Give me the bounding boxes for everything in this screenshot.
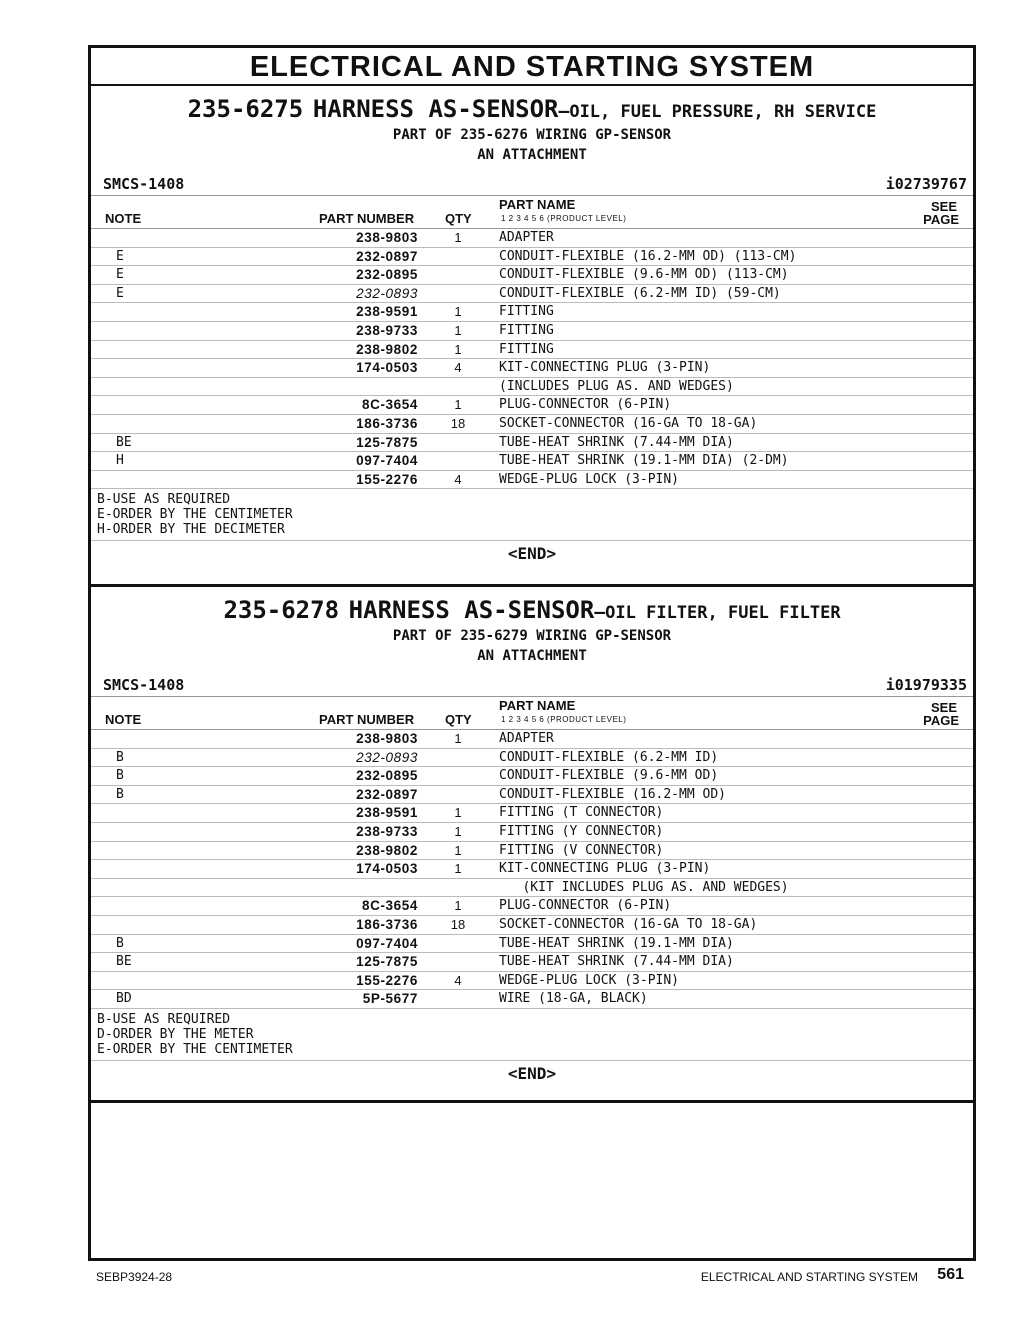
part-number-cell: 238-9803 [356,731,418,746]
part-name-cell: WEDGE-PLUG LOCK (3-PIN) [499,471,680,487]
part-name-cell: TUBE-HEAT SHRINK (19.1-MM DIA) (2-DM) [499,453,789,469]
part-number-cell: 097-7404 [356,935,418,951]
part-number-cell: 174-0503 [356,861,418,877]
note-cell: B [116,749,124,765]
qty-cell: 1 [454,861,462,877]
table-row [91,396,973,415]
note-cell: B [116,935,124,951]
part-number-cell: 238-9591 [356,304,418,320]
part-name-cell: PLUG-CONNECTOR (6-PIN) [499,898,672,914]
note-line: E-ORDER BY THE CENTIMETER [97,1041,293,1057]
note-line: E-ORDER BY THE CENTIMETER [97,507,293,523]
part-name-cell: FITTING (Y CONNECTOR) [499,823,664,839]
table-row [91,341,973,360]
qty-cell: 1 [454,842,462,858]
part-name-cell: WEDGE-PLUG LOCK (3-PIN) [499,972,680,988]
title-dash: — [558,101,570,122]
col-part-number: PART NUMBER [319,211,415,226]
note-cell: BD [116,991,132,1007]
col-see: SEE [930,199,957,214]
part-number-cell: 186-3736 [356,415,418,431]
section-number: 235-6278 [223,596,340,624]
table-row [91,823,973,842]
col-page: PAGE [923,212,959,227]
qty-cell: 18 [450,415,466,431]
part-number-cell: 5P-5677 [362,991,418,1007]
document-id: SEBP3924-28 [96,1270,173,1284]
part-name-cell: TUBE-HEAT SHRINK (7.44-MM DIA) [499,954,734,970]
part-number-cell: 232-0897 [356,248,418,264]
col-qty: QTY [445,712,472,727]
part-number-cell: 232-0895 [356,267,418,283]
part-number-cell: 238-9733 [356,322,418,338]
qty-cell: 1 [454,230,462,245]
section-title [91,86,973,125]
table-row [91,322,973,341]
table-row [91,842,973,861]
part-number-cell: 174-0503 [356,360,418,376]
part-name-cell: FITTING (V CONNECTOR) [499,842,664,858]
part-name-cell: TUBE-HEAT SHRINK (19.1-MM DIA) [499,935,734,951]
col-part-name: PART NAME [499,698,576,713]
table-row [91,786,973,805]
part-name-cell: CONDUIT-FLEXIBLE (9.6-MM OD) (113-CM) [499,267,789,283]
page-footer [96,1266,966,1286]
table-row [91,972,973,991]
section-number: 235-6275 [187,95,304,123]
table-header [91,195,973,229]
qty-cell: 18 [450,916,466,932]
table-row [91,471,973,490]
part-name-cell: TUBE-HEAT SHRINK (7.44-MM DIA) [499,434,734,450]
end-marker: <END> [507,1063,557,1083]
main-title: ELECTRICAL AND STARTING SYSTEM [91,48,973,86]
table-row [91,860,973,879]
note-cell: E [116,285,124,301]
part-name-cell: CONDUIT-FLEXIBLE (9.6-MM OD) [499,768,719,784]
smcs-row [91,672,973,696]
qty-cell: 1 [454,823,462,839]
col-product-level: 1 2 3 4 5 6 (PRODUCT LEVEL) [501,715,627,724]
table-row [91,378,973,397]
col-page: PAGE [923,713,959,728]
part-name-cell: FITTING [499,341,554,357]
table-row [91,935,973,954]
part-name-cell: PLUG-CONNECTOR (6-PIN) [499,397,672,413]
table-row [91,767,973,786]
smcs-row [91,171,973,195]
part-number-cell: 8C-3654 [362,397,418,413]
part-number-cell: 232-0897 [356,786,418,802]
col-note: NOTE [105,211,142,226]
table-row [91,990,973,1009]
part-name-cell: (INCLUDES PLUG AS. AND WEDGES) [499,378,734,394]
table-row [91,749,973,768]
info-id: i02739767 [885,175,967,193]
note-line: H-ORDER BY THE DECIMETER [97,522,285,538]
part-name-cell: WIRE (18-GA, BLACK) [499,991,648,1007]
part-of-line: PART OF 235-6279 WIRING GP-SENSOR [392,628,672,644]
end-marker: <END> [507,544,557,564]
part-name-cell: CONDUIT-FLEXIBLE (16.2-MM OD) (113-CM) [499,248,797,264]
notes-block [91,489,973,541]
part-number-cell: 238-9803 [356,230,418,245]
qty-cell: 4 [454,471,462,487]
part-name-cell: FITTING [499,304,554,320]
note-line: D-ORDER BY THE METER [97,1026,254,1042]
part-name-cell: ADAPTER [499,230,554,245]
table-row [91,879,973,898]
qty-cell: 1 [454,304,462,320]
col-note: NOTE [105,712,142,727]
table-row [91,804,973,823]
part-number-cell: 097-7404 [356,453,418,469]
table-row [91,434,973,453]
note-cell: B [116,768,124,784]
table-row [91,229,973,248]
part-number-cell: 238-9591 [356,805,418,821]
section-subtitle: OIL FILTER, FUEL FILTER [605,603,841,623]
col-product-level: 1 2 3 4 5 6 (PRODUCT LEVEL) [501,214,627,223]
qty-cell: 1 [454,898,462,914]
note-line: B-USE AS REQUIRED [97,1011,231,1027]
qty-cell: 1 [454,397,462,413]
part-number-cell: 232-0893 [356,285,418,301]
part-number-cell: 232-0895 [356,768,418,784]
qty-cell: 1 [454,322,462,338]
table-row [91,303,973,322]
part-number-cell: 8C-3654 [362,898,418,914]
smcs-code: SMCS-1408 [103,175,185,193]
table-row [91,285,973,304]
info-id: i01979335 [885,676,967,694]
part-name-cell: ADAPTER [499,731,554,746]
part-number-cell: 186-3736 [356,916,418,932]
note-cell: BE [116,434,132,450]
section-harness-235-6275 [91,86,973,587]
part-number-cell: 238-9733 [356,823,418,839]
table-row [91,953,973,972]
part-number-cell: 155-2276 [356,972,418,988]
table-row [91,248,973,267]
qty-cell: 1 [454,805,462,821]
table-row [91,897,973,916]
part-name-cell: FITTING [499,322,554,338]
notes-block [91,1009,973,1061]
title-dash: — [594,602,606,623]
note-cell: B [116,786,124,802]
part-name-cell: KIT-CONNECTING PLUG (3-PIN) [499,360,711,376]
part-number-cell: 238-9802 [356,842,418,858]
note-cell: H [116,453,124,469]
table-row [91,266,973,285]
table-row [91,730,973,749]
note-cell: E [116,267,124,283]
part-name-cell: CONDUIT-FLEXIBLE (16.2-MM OD) [499,786,726,802]
col-qty: QTY [445,211,472,226]
part-name-cell: KIT-CONNECTING PLUG (3-PIN) [499,861,711,877]
parts-list [91,730,973,1009]
part-number-cell: 125-7875 [356,954,418,970]
part-name-cell: CONDUIT-FLEXIBLE (6.2-MM ID) [499,749,719,765]
part-number-cell: 125-7875 [356,434,418,450]
note-cell: E [116,248,124,264]
smcs-code: SMCS-1408 [103,676,185,694]
section-title [91,587,973,626]
table-row [91,916,973,935]
col-part-number: PART NUMBER [319,712,415,727]
part-name-cell: (KIT INCLUDES PLUG AS. AND WEDGES) [499,879,789,895]
part-number-cell: 155-2276 [356,471,418,487]
table-row [91,415,973,434]
attachment-line: AN ATTACHMENT [477,648,587,664]
col-part-name: PART NAME [499,197,576,212]
footer-section: ELECTRICAL AND STARTING SYSTEM [700,1270,918,1284]
section-subtitle: OIL, FUEL PRESSURE, RH SERVICE [569,102,877,122]
note-line: B-USE AS REQUIRED [97,492,231,508]
note-cell: BE [116,954,132,970]
part-name-cell: FITTING (T CONNECTOR) [499,805,664,821]
table-row [91,359,973,378]
section-name: HARNESS AS-SENSOR [348,596,595,624]
qty-cell: 4 [454,360,462,376]
part-number-cell: 232-0893 [356,749,418,765]
part-name-cell: SOCKET-CONNECTOR (16-GA TO 18-GA) [499,415,758,431]
part-name-cell: SOCKET-CONNECTOR (16-GA TO 18-GA) [499,916,758,932]
table-row [91,452,973,471]
qty-cell: 4 [454,972,462,988]
qty-cell: 1 [454,731,462,746]
col-see: SEE [930,700,957,715]
section-name: HARNESS AS-SENSOR [312,95,559,123]
part-of-line: PART OF 235-6276 WIRING GP-SENSOR [392,127,672,143]
page-number: 561 [937,1266,964,1283]
table-header [91,696,973,730]
qty-cell: 1 [454,341,462,357]
part-name-cell: CONDUIT-FLEXIBLE (6.2-MM ID) (59-CM) [499,285,781,301]
part-number-cell: 238-9802 [356,341,418,357]
page-frame [88,45,976,1261]
parts-list [91,229,973,489]
section-harness-235-6278 [91,587,973,1103]
attachment-line: AN ATTACHMENT [477,147,587,163]
